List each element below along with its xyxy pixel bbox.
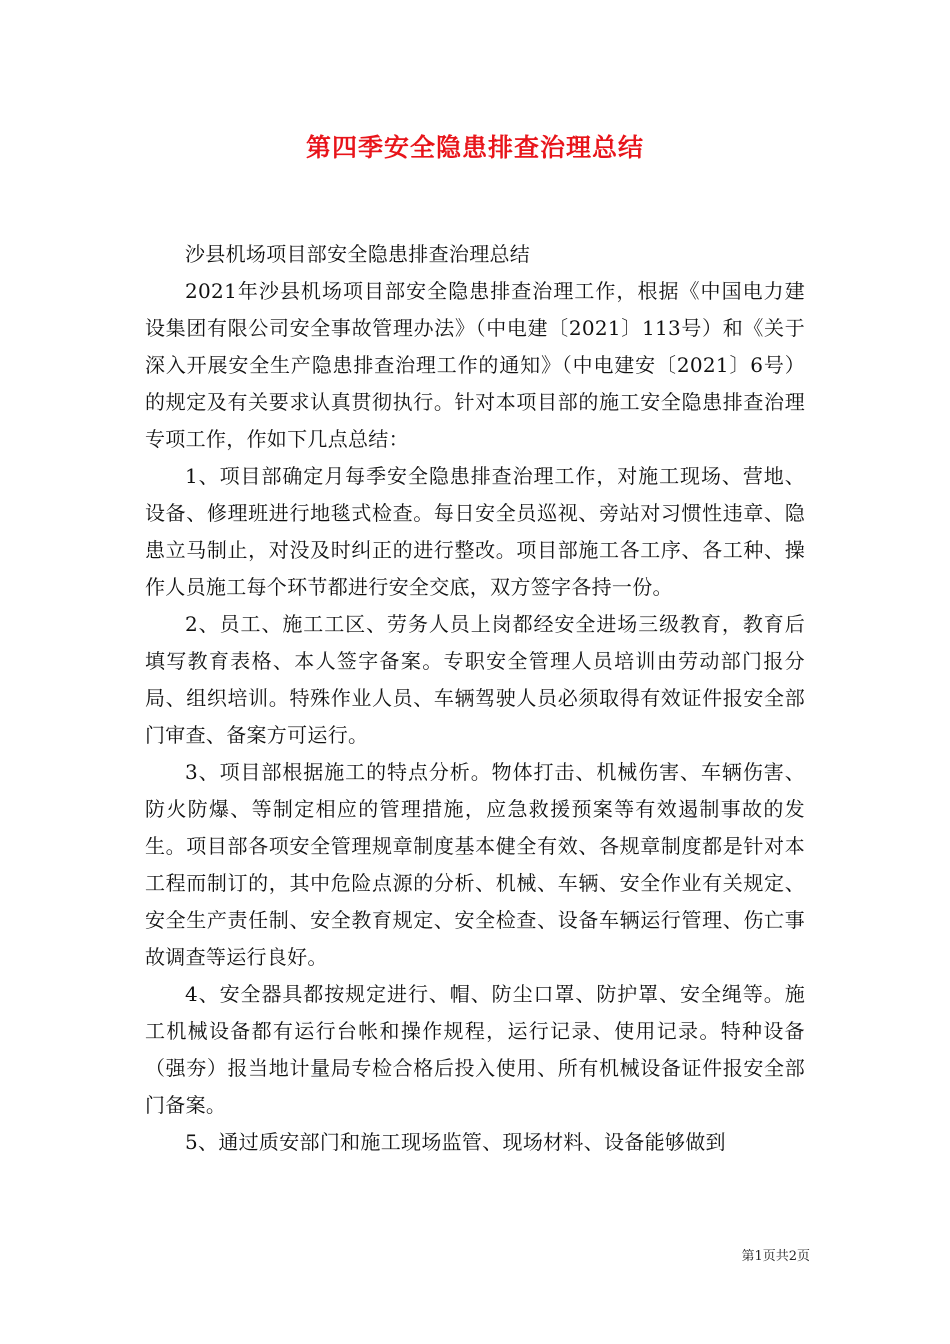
paragraph-intro: 2021年沙县机场项目部安全隐患排查治理工作，根据《中国电力建设集团有限公司安全事故管理办法》（中电建〔2021〕113号）和《关于深入开展安全生产隐患排查治理工作的通知》（中电建安〔2021〕6号）的规定及有关要求认真贯彻执行。针对本项目部的施工安全隐患排查治理专项工作，作如下几点总结： <box>145 279 805 451</box>
paragraph-item-5: 5、通过质安部门和施工现场监管、现场材料、设备能够做到 <box>185 1130 726 1154</box>
document-body <box>145 236 805 1161</box>
paragraph-item-4: 4、安全器具都按规定进行、帽、防尘口罩、防护罩、安全绳等。施工机械设备都有运行台帐和操作规程，运行记录、使用记录。特种设备（强夯）报当地计量局专检合格后投入使用、所有机械设备证件报安全部门备案。 <box>145 982 805 1117</box>
paragraph-subtitle: 沙县机场项目部安全隐患排查治理总结 <box>185 242 531 266</box>
paragraph-item-3: 3、项目部根据施工的特点分析。物体打击、机械伤害、车辆伤害、防火防爆、等制定相应的管理措施，应急救援预案等有效遏制事故的发生。项目部各项安全管理规章制度基本健全有效、各规章制度都是针对本工程而制订的，其中危险点源的分析、机械、车辆、安全作业有关规定、安全生产责任制、安全教育规定、安全检查、设备车辆运行管理、伤亡事故调查等运行良好。 <box>145 760 805 969</box>
page-number: 第1页共2页 <box>741 1249 810 1264</box>
document-title: 第四季安全隐患排查治理总结 <box>305 133 644 162</box>
paragraph-item-2: 2、员工、施工工区、劳务人员上岗都经安全进场三级教育，教育后填写教育表格、本人签字备案。专职安全管理人员培训由劳动部门报分局、组织培训。特殊作业人员、车辆驾驶人员必须取得有效证件报安全部门审查、备案方可运行。 <box>145 612 805 747</box>
paragraph-item-1: 1、项目部确定月每季安全隐患排查治理工作，对施工现场、营地、设备、修理班进行地毯式检查。每日安全员巡视、旁站对习惯性违章、隐患立马制止，对没及时纠正的进行整改。项目部施工各工序、各工种、操作人员施工每个环节都进行安全交底，双方签字各持一份。 <box>145 464 805 599</box>
